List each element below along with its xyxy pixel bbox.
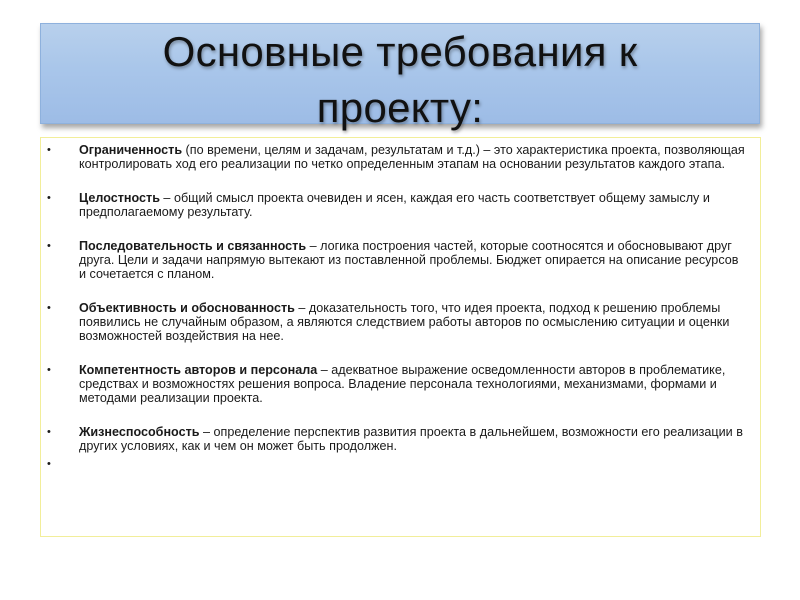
requirement-description: – общий смысл проекта очевиден и ясен, каждая его часть соответствует общему замыслу и предполагаемому результату.: [79, 191, 710, 219]
requirement-description: (по времени, целям и задачам, результатам и т.д.) – это характеристика проекта, позволяющая контролировать ход его реализации по четко определенным этапам на основании результатов каждого этапа.: [79, 143, 745, 171]
requirement-description: – определение перспектив развития проекта в дальнейшем, возможности его реализации в других условиях, как и чем он может быть продолжен.: [79, 425, 743, 453]
requirement-term: Объективность и обоснованность: [79, 301, 295, 315]
list-item-consistency: [41, 239, 760, 281]
requirement-term: Ограниченность: [79, 143, 183, 157]
bullet-icon: •: [47, 458, 51, 470]
bullet-icon: •: [47, 192, 51, 204]
slide-title-line-1: Основные требования к: [162, 28, 638, 75]
bullet-icon: •: [47, 302, 51, 314]
requirements-list: [41, 143, 760, 471]
bullet-icon: •: [47, 240, 51, 252]
requirement-term: Последовательность и связанность: [79, 239, 307, 253]
slide-title-line-2: проекту:: [316, 84, 484, 131]
list-item-objectivity: [41, 301, 760, 343]
bullet-icon: •: [47, 426, 51, 438]
content-box: [40, 137, 761, 537]
bullet-icon: •: [47, 364, 51, 376]
requirement-description: – логика построения частей, которые соотносятся и обосновывают друг друга. Цели и задачи напрямую вытекают из поставленной проблемы. Бюджет опирается на описание ресурсов и сочетается с планом.: [79, 239, 739, 281]
list-item-integrity: [41, 191, 760, 219]
requirement-description: – доказательность того, что идея проекта, подход к решению проблемы появились не случайным образом, а являются следствием работы авторов по осмыслению ситуации и оценки возможностей воздействия на нее.: [79, 301, 730, 343]
bullet-icon: •: [47, 144, 51, 156]
requirement-term: Жизнеспособность: [79, 425, 200, 439]
requirement-term: Целостность: [79, 191, 160, 205]
slide-title: [41, 24, 759, 131]
list-item-limitedness: [41, 143, 760, 171]
requirement-description: – адекватное выражение осведомленности авторов в проблематике, средствах и возможностях решения вопроса. Владение персонала технологиями, механизмами, формами и методами реализации проекта.: [79, 363, 726, 405]
list-item-viability: [41, 425, 760, 453]
slide-title-box: [40, 23, 760, 131]
list-item-competence: [41, 363, 760, 405]
requirement-term: Компетентность авторов и персонала: [79, 363, 318, 377]
list-item-empty: [41, 457, 760, 471]
